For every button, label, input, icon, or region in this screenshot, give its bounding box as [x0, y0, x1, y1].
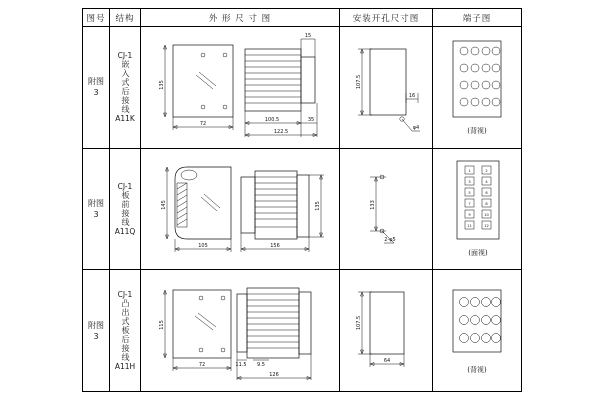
spec-table	[82, 8, 522, 392]
cell-outline-2	[141, 148, 340, 270]
structure-desc: 凸出式板后接线	[121, 299, 130, 363]
svg-text:7: 7	[468, 201, 471, 206]
cell-mounting-3	[340, 270, 433, 392]
svg-text:107.5: 107.5	[356, 316, 362, 331]
svg-text:126: 126	[269, 372, 279, 379]
svg-text:72: 72	[198, 362, 206, 369]
svg-text:1: 1	[468, 168, 471, 173]
mounting-drawing-1	[340, 27, 432, 147]
fig-no-line1: 附图	[88, 198, 104, 208]
terminal-diagram-2	[433, 149, 521, 269]
table-row	[83, 148, 522, 270]
header-mounting-dims: 安装开孔尺寸图	[340, 9, 433, 27]
cell-structure-1	[110, 27, 141, 149]
table-body	[83, 27, 522, 392]
header-fig-no: 图号	[83, 9, 110, 27]
cell-fig-no-2	[83, 148, 110, 270]
svg-text:133: 133	[370, 199, 376, 210]
terminal-caption-3: (背视)	[467, 366, 487, 375]
structure-model: CJ-1	[117, 181, 133, 191]
fig-no-line2: 3	[93, 209, 99, 219]
svg-text:156: 156	[270, 242, 280, 249]
svg-text:11.5: 11.5	[235, 362, 247, 369]
header-structure: 结构	[110, 9, 141, 27]
svg-text:122.5: 122.5	[273, 129, 289, 135]
structure-desc: 板前接线	[121, 190, 130, 227]
table-header	[83, 9, 522, 27]
terminal-diagram-1	[433, 27, 521, 147]
fig-no-line2: 3	[93, 88, 99, 98]
svg-text:100.5: 100.5	[264, 117, 280, 123]
structure-model: CJ-1	[117, 51, 133, 61]
outline-drawing-1	[141, 27, 339, 147]
svg-text:9.5: 9.5	[257, 362, 265, 369]
svg-text:115: 115	[159, 320, 165, 331]
svg-text:64: 64	[383, 358, 391, 365]
terminal-caption-2: (面视)	[468, 248, 488, 257]
mounting-drawing-3	[340, 270, 432, 390]
fig-no-line1: 附图	[88, 320, 104, 330]
cell-outline-1	[141, 27, 340, 149]
structure-code: A11K	[115, 114, 135, 124]
cell-structure-2	[110, 148, 141, 270]
fig-no-line2: 3	[93, 331, 99, 341]
svg-text:35: 35	[307, 117, 315, 123]
cell-outline-3	[141, 270, 340, 392]
svg-text:107.5: 107.5	[356, 74, 362, 90]
terminal-diagram-3	[433, 270, 521, 390]
svg-text:145: 145	[161, 199, 167, 210]
mounting-drawing-2	[340, 149, 432, 269]
svg-text:135: 135	[159, 80, 165, 90]
cell-terminal-3	[433, 270, 522, 392]
svg-text:φ4: φ4	[412, 125, 420, 131]
structure-desc: 嵌入式后接线	[121, 60, 130, 115]
svg-text:9: 9	[468, 212, 471, 217]
cell-terminal-2	[433, 148, 522, 270]
cell-mounting-2	[340, 148, 433, 270]
svg-text:135: 135	[315, 200, 321, 211]
table-row	[83, 270, 522, 392]
svg-text:72: 72	[199, 121, 207, 127]
outline-drawing-3	[141, 270, 339, 390]
svg-text:105: 105	[198, 242, 208, 249]
svg-text:12: 12	[484, 223, 489, 228]
fig-no-line1: 附图	[88, 77, 104, 87]
structure-code: A11H	[114, 362, 136, 372]
svg-text:5: 5	[468, 190, 471, 195]
svg-text:6: 6	[485, 190, 488, 195]
outline-drawing-2	[141, 149, 339, 269]
cell-structure-3	[110, 270, 141, 392]
terminal-caption-1: (背视)	[467, 127, 487, 135]
structure-model: CJ-1	[117, 290, 133, 300]
svg-text:11: 11	[467, 223, 472, 228]
svg-text:3: 3	[468, 179, 471, 184]
svg-text:15: 15	[304, 33, 312, 39]
header-outline-dims: 外 形 尺 寸 图	[141, 9, 340, 27]
svg-text:10: 10	[484, 212, 489, 217]
svg-text:4: 4	[485, 179, 488, 184]
svg-text:16: 16	[408, 93, 416, 99]
svg-text:2: 2	[485, 168, 488, 173]
cell-fig-no-3	[83, 270, 110, 392]
structure-code: A11Q	[114, 226, 136, 236]
cell-mounting-1	[340, 27, 433, 149]
svg-text:8: 8	[485, 201, 488, 206]
cell-fig-no-1	[83, 27, 110, 149]
cell-terminal-1	[433, 27, 522, 149]
header-terminal: 端子图	[433, 9, 522, 27]
table-row	[83, 27, 522, 149]
header-row	[83, 9, 522, 27]
svg-text:2-φ5: 2-φ5	[384, 236, 396, 243]
